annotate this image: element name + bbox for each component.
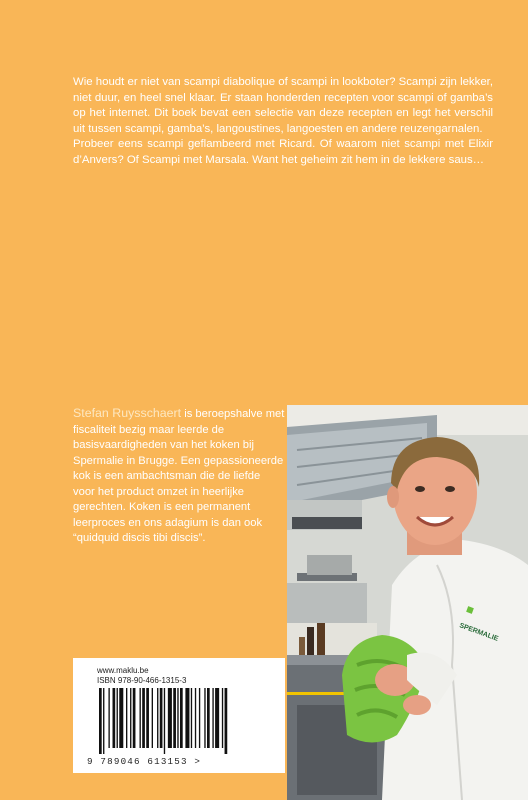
publisher-url: www.maklu.be [97,666,149,675]
author-photo [287,405,528,800]
apron-logo-text: SPERMALIE [458,622,500,643]
blurb-paragraph-1: Wie houdt er niet van scampi diabolique of scampi in lookboter? Scampi zijn lekker, niet duur, en heel snel klaar. Er staan honderden recepten voor scampi of gamba’s op het internet. Dit boek bevat een selectie van deze recepten en legt het verschil uit tussen scampi, gamba’s, langoustines, langoesten en andere reuzengarnalen. [73,76,493,135]
barcode-bars [97,688,262,754]
author-bio [73,406,285,547]
isbn-text: ISBN 978-90-466-1315-3 [97,676,187,685]
author-name: Stefan Ruysschaert [73,406,182,420]
barcode-number: 9 789046 613153 > [87,756,202,767]
blurb [73,75,493,169]
author-bio-text: is beroepshalve met fiscaliteit bezig maar leerde de basisvaardigheden van het koken bij Spermalie in Brugge. Een gepassioneerde kok is een ambachtsman die de liefde voor het product omzet in heerlijke gerechten. Koken is een permanent leerproces en ons adagium is dan ook “quidquid discis tibi discis”. [73,408,285,544]
blurb-paragraph-2: Probeer eens scampi geflambeerd met Ricard. Of waarom niet scampi met Elixir d’Anvers? Of Scampi met Marsala. Want het geheim zit hem in de lekkere saus… [73,138,493,166]
barcode-box [73,658,285,773]
